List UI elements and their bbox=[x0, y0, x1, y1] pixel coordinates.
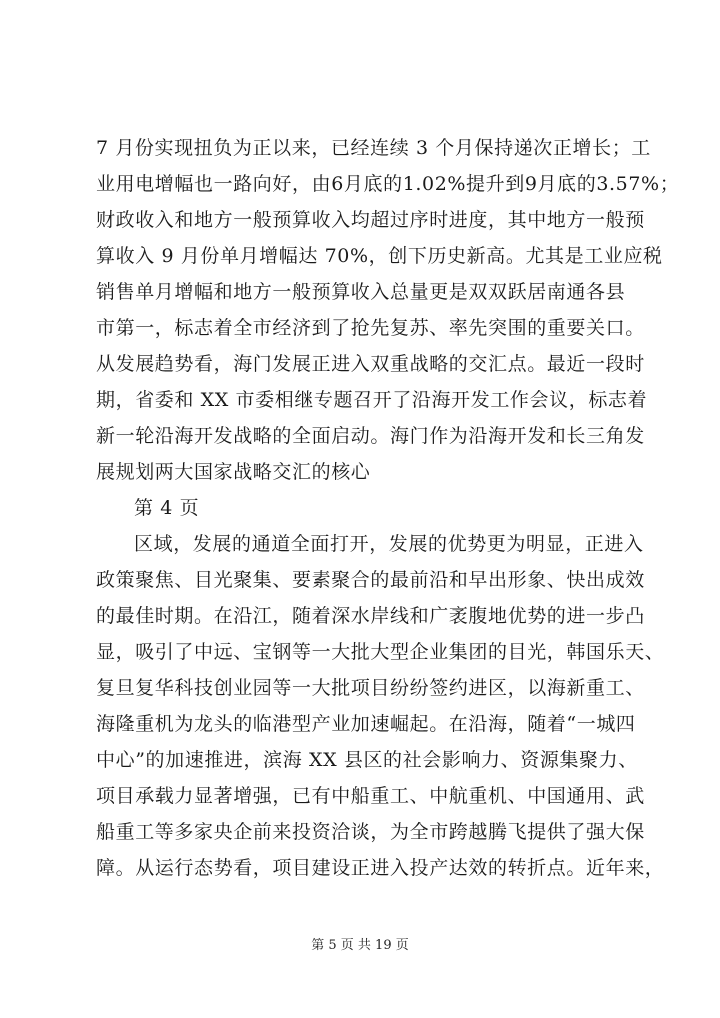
paragraph-1-line-9: 新一轮沿海开发战略的全面启动。海门作为沿海开发和长三角发 bbox=[96, 425, 645, 447]
paragraph-2-line-7: 中心”的加速推进，滨海 XX 县区的社会影响力、资源集聚力、 bbox=[96, 749, 638, 771]
paragraph-2-line-5: 复旦复华科技创业园等一大批项目纷纷签约进区，以海新重工、 bbox=[96, 677, 645, 699]
paragraph-1-line-1: 7 月份实现扭负为正以来，已经连续 3 个月保持递次正增长；工 bbox=[96, 137, 651, 159]
paragraph-2-line-9: 船重工等多家央企前来投资洽谈，为全市跨越腾飞提供了强大保 bbox=[96, 821, 645, 843]
paragraph-2-line-10: 障。从运行态势看，项目建设正进入投产达效的转折点。近年来， bbox=[96, 857, 665, 879]
paragraph-1-line-5: 销售单月增幅和地方一般预算收入总量更是双双跃居南通各县 bbox=[96, 281, 626, 303]
paragraph-2-line-6: 海隆重机为龙头的临港型产业加速崛起。在沿海，随着“一城四 bbox=[96, 713, 636, 735]
paragraph-1-line-7: 从发展趋势看，海门发展正进入双重战略的交汇点。最近一段时 bbox=[96, 353, 645, 375]
paragraph-1-line-2: 业用电增幅也一路向好，由6月底的1.02%提升到9月底的3.57%； bbox=[96, 173, 680, 195]
paragraph-1-line-10: 展规划两大国家战略交汇的核心 bbox=[96, 461, 371, 483]
paragraph-2-line-8: 项目承载力显著增强，已有中船重工、中航重机、中国通用、武 bbox=[96, 785, 645, 807]
paragraph-2-line-4: 显，吸引了中远、宝钢等一大批大型企业集团的目光，韩国乐天、 bbox=[96, 641, 665, 663]
paragraph-1-line-6: 市第一，标志着全市经济到了抢先复苏、率先突围的重要关口。 bbox=[96, 317, 645, 339]
paragraph-2-line-2: 政策聚焦、目光聚集、要素聚合的最前沿和早出形象、快出成效 bbox=[96, 569, 645, 591]
paragraph-1-line-8: 期，省委和 XX 市委相继专题召开了沿海开发工作会议，标志着 bbox=[96, 389, 648, 411]
paragraph-2-line-3: 的最佳时期。在沿江，随着深水岸线和广袤腹地优势的进一步凸 bbox=[96, 605, 645, 627]
page-footer: 第 5 页 共 19 页 bbox=[311, 938, 409, 953]
paragraph-1-line-4: 算收入 9 月份单月增幅达 70%，创下历史新高。尤其是工业应税 bbox=[96, 245, 663, 267]
paragraph-2-line-1: 区域，发展的通道全面打开，发展的优势更为明显，正进入 bbox=[134, 533, 644, 555]
paragraph-1-line-3: 财政收入和地方一般预算收入均超过序时进度，其中地方一般预 bbox=[96, 209, 645, 231]
section-heading: 第 4 页 bbox=[134, 497, 200, 519]
